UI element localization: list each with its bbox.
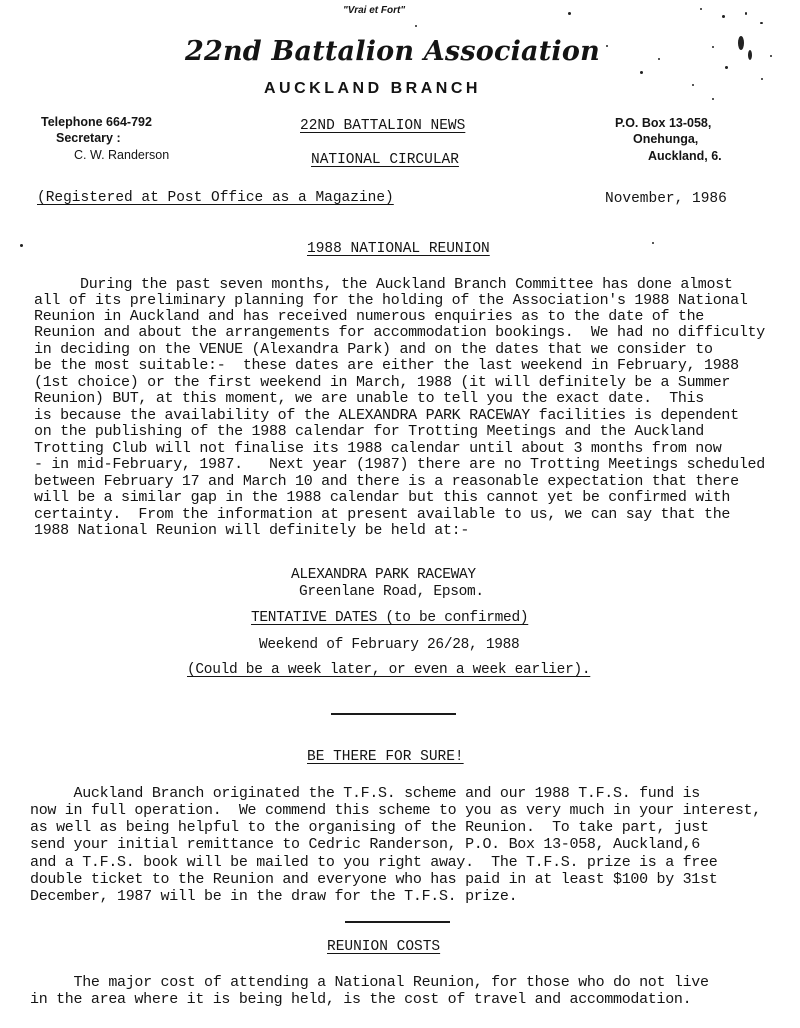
costs-line: in the area where it is being held, is the cost of travel and accommodation. [30,991,692,1008]
reunion-line: in deciding on the VENUE (Alexandra Park) and on the dates that we consider to [34,341,713,358]
issue-date: November, 1986 [605,191,727,207]
reunion-line: 1988 National Reunion will definitely be held at:- [34,522,470,539]
tfs-line: now in full operation. We commend this scheme to you as very much in your interest, [30,802,761,819]
association-title: 22nd Battalion Association [185,36,600,67]
circular-title: NATIONAL CIRCULAR [311,152,459,168]
costs-line: The major cost of attending a National Reunion, for those who do not live [30,974,709,991]
reunion-line: is because the availability of the ALEXANDRA PARK RACEWAY facilities is dependent [34,407,739,424]
reunion-line: Reunion and about the arrangements for accommodation bookings. We had no difficulty [34,324,765,341]
secretary-label: Secretary : [56,131,121,145]
reunion-line: Reunion) BUT, at this moment, we are unable to tell you the exact date. This [34,390,705,407]
tfs-line: double ticket to the Reunion and everyone who has paid in at least $100 by 31st [30,871,718,888]
motto: "Vrai et Fort" [343,5,406,16]
reunion-line: (1st choice) or the first weekend in March, 1988 (it will definitely be a Summer [34,374,731,391]
tfs-line: and a T.F.S. book will be mailed to you right away. The T.F.S. prize is a free [30,854,718,871]
branch-title: AUCKLAND BRANCH [264,80,481,97]
reunion-line: During the past seven months, the Auckland Branch Committee has done almost [80,276,733,293]
reunion-line: Reunion in Auckland and has received numerous enquiries as to the date of the [34,308,705,325]
date-flexibility-note: (Could be a week later, or even a week earlier). [187,662,591,678]
reunion-line: will be a similar gap in the 1988 calendar but this cannot yet be confirmed with [34,489,731,506]
venue-address: Greenlane Road, Epsom. [299,584,484,600]
po-box: P.O. Box 13-058, [615,116,712,130]
reunion-line: certainty. From the information at present available to us, we can say that the [34,506,731,523]
tfs-line: Auckland Branch originated the T.F.S. scheme and our 1988 T.F.S. fund is [30,785,701,802]
reunion-heading: 1988 NATIONAL REUNION [307,241,490,257]
section-divider [345,921,450,923]
reunion-line: - in mid-February, 1987. Next year (1987) there are no Trotting Meetings scheduled [34,456,765,473]
suburb: Onehunga, [633,132,699,146]
registration-note: (Registered at Post Office as a Magazine) [37,190,394,206]
costs-heading: REUNION COSTS [327,939,441,955]
reunion-line: on the publishing of the 1988 calendar for Trotting Meetings and the Auckland [34,423,705,440]
tfs-heading: BE THERE FOR SURE! [307,749,464,765]
reunion-line: between February 17 and March 10 and there is a reasonable expectation that there [34,473,739,490]
tentative-dates: Weekend of February 26/28, 1988 [259,637,520,653]
venue-name: ALEXANDRA PARK RACEWAY [291,567,476,583]
tfs-line: send your initial remittance to Cedric Randerson, P.O. Box 13-058, Auckland,6 [30,836,701,853]
section-divider [331,713,456,715]
reunion-line: all of its preliminary planning for the holding of the Association's 1988 National [34,292,748,309]
secretary-name: C. W. Randerson [74,148,170,162]
tfs-line: December, 1987 will be in the draw for the T.F.S. prize. [30,888,518,905]
reunion-line: be the most suitable:- these dates are either the last weekend in February, 1988 [34,357,739,374]
tfs-line: as well as being helpful to the organising of the Reunion. To take part, just [30,819,709,836]
city: Auckland, 6. [648,149,722,163]
telephone: Telephone 664-792 [41,115,152,129]
reunion-line: Trotting Club will not finalise its 1988 calendar until about 3 months from now [34,440,722,457]
tentative-heading: TENTATIVE DATES (to be confirmed) [251,610,529,626]
news-title: 22ND BATTALION NEWS [300,118,466,134]
